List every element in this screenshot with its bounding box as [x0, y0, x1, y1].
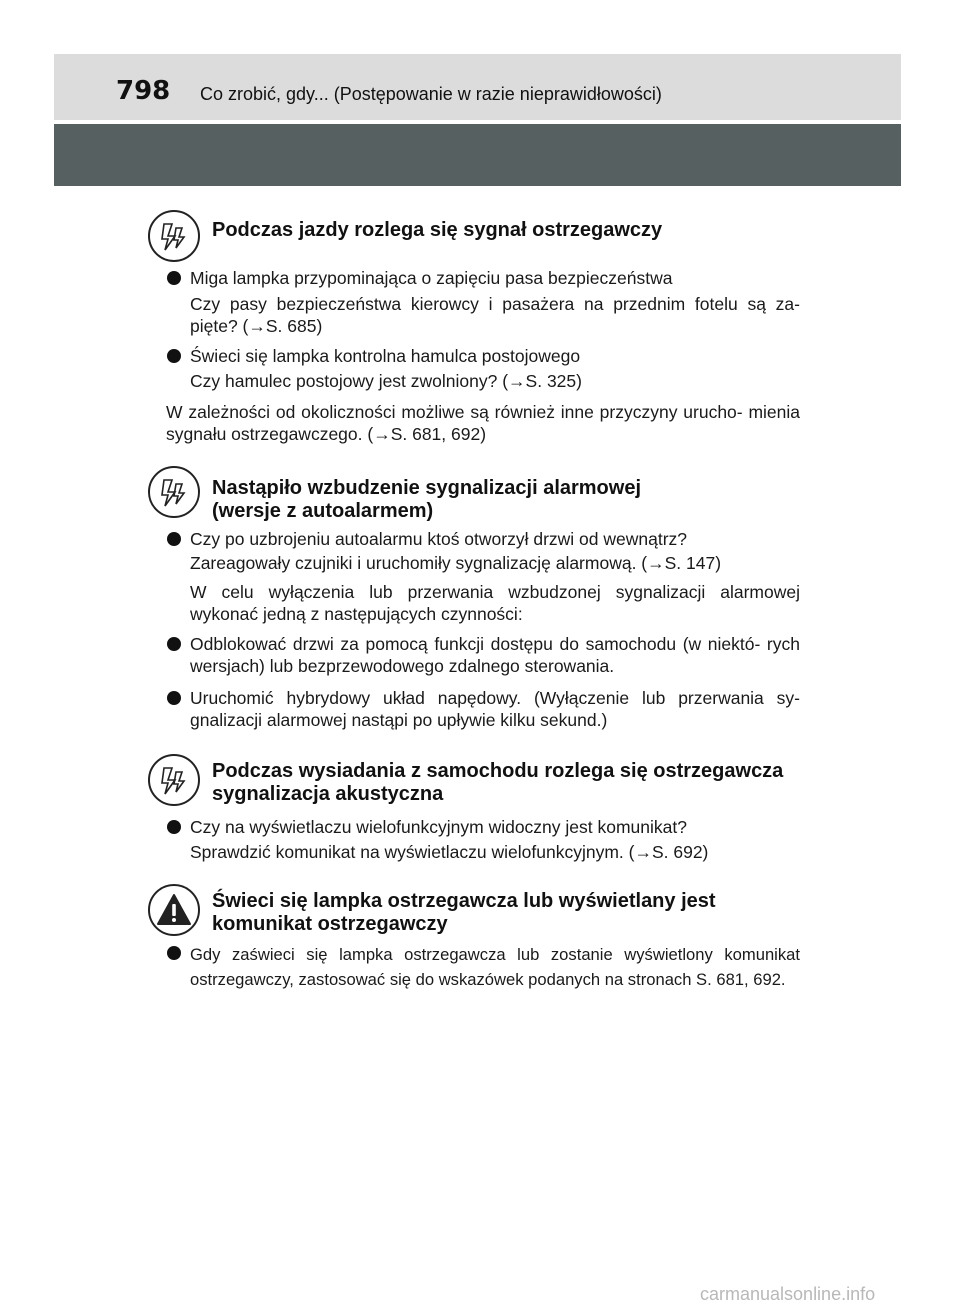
lightning-icon [148, 466, 200, 518]
page-header [54, 54, 901, 186]
section-title: Podczas jazdy rozlega się sygnał ostrzegawczy [212, 219, 663, 241]
bullet-dot [167, 271, 181, 285]
section-note: W zależności od okoliczności możliwe są również inne przyczyny urucho- mienia sygnału ostrzegawczego. (→S. 681, 692) [166, 402, 800, 444]
bullet-lead: Czy po uzbrojeniu autoalarmu ktoś otworzył drzwi od wewnątrz? [190, 529, 688, 549]
warning-exclamation-icon [148, 884, 200, 936]
section-title-line1: Nastąpiło wzbudzenie sygnalizacji alarmowej [212, 477, 642, 499]
header-top-band [54, 54, 901, 120]
lightning-icon [148, 754, 200, 806]
page-number: 798 [116, 76, 171, 106]
section-title-line2: sygnalizacja akustyczna [212, 783, 444, 805]
section-title-line2: (wersje z autoalarmem) [212, 500, 434, 522]
bullet-text: Odblokować drzwi za pomocą funkcji dostępu do samochodu (w niektó- rych wersjach) lub bezprzewodowego zdalnego sterowania. [190, 634, 800, 676]
bullet-text: Czy pasy bezpieczeństwa kierowcy i pasażera na przednim fotelu są za- pięte? (→S. 685) [190, 294, 800, 336]
bullet-dot [167, 820, 181, 834]
bullet-dot [167, 532, 181, 546]
watermark: carmanualsonline.info [700, 1284, 876, 1304]
bullet-text: Zareagowały czujniki i uruchomiły sygnalizację alarmową. (→S. 147) [190, 553, 722, 573]
header-dark-bar [54, 124, 901, 186]
section-title-line1: Podczas wysiadania z samochodu rozlega się ostrzegawcza [212, 760, 784, 782]
bullet-text: Uruchomić hybrydowy układ napędowy. (Wyłączenie lub przerwania sy- gnalizacji alarmowej nastąpi po upływie kilku sekund.) [190, 688, 800, 730]
bullet-text: Czy hamulec postojowy jest zwolniony? (→S. 325) [190, 371, 582, 391]
bullet-dot [167, 349, 181, 363]
bullet-lead: Świeci się lampka kontrolna hamulca postojowego [190, 346, 581, 366]
bullet-text: Gdy zaświeci się lampka ostrzegawcza lub zostanie wyświetlony komunikat ostrzegawczy, zastosować się do wskazówek podanych na stronach S. 681, 692. [190, 945, 800, 989]
section-title-line1: Świeci się lampka ostrzegawcza lub wyświetlany jest [212, 890, 716, 912]
bullet-text: Sprawdzić komunikat na wyświetlaczu wielofunkcyjnym. (→S. 692) [190, 842, 709, 862]
bullet-dot [167, 946, 181, 960]
chapter-title: Co zrobić, gdy... (Postępowanie w razie nieprawidłowości) [200, 84, 662, 104]
bullet-lead: Czy na wyświetlaczu wielofunkcyjnym widoczny jest komunikat? [190, 817, 687, 837]
bullet-lead: Miga lampka przypominająca o zapięciu pasa bezpieczeństwa [190, 268, 673, 288]
bullet-dot [167, 637, 181, 651]
bullet-note: W celu wyłączenia lub przerwania wzbudzonej sygnalizacji alarmowej wykonać jedną z następujących czynności: [190, 582, 800, 624]
lightning-icon [148, 210, 200, 262]
bullet-dot [167, 691, 181, 705]
section-title-line2: komunikat ostrzegawczy [212, 913, 448, 935]
